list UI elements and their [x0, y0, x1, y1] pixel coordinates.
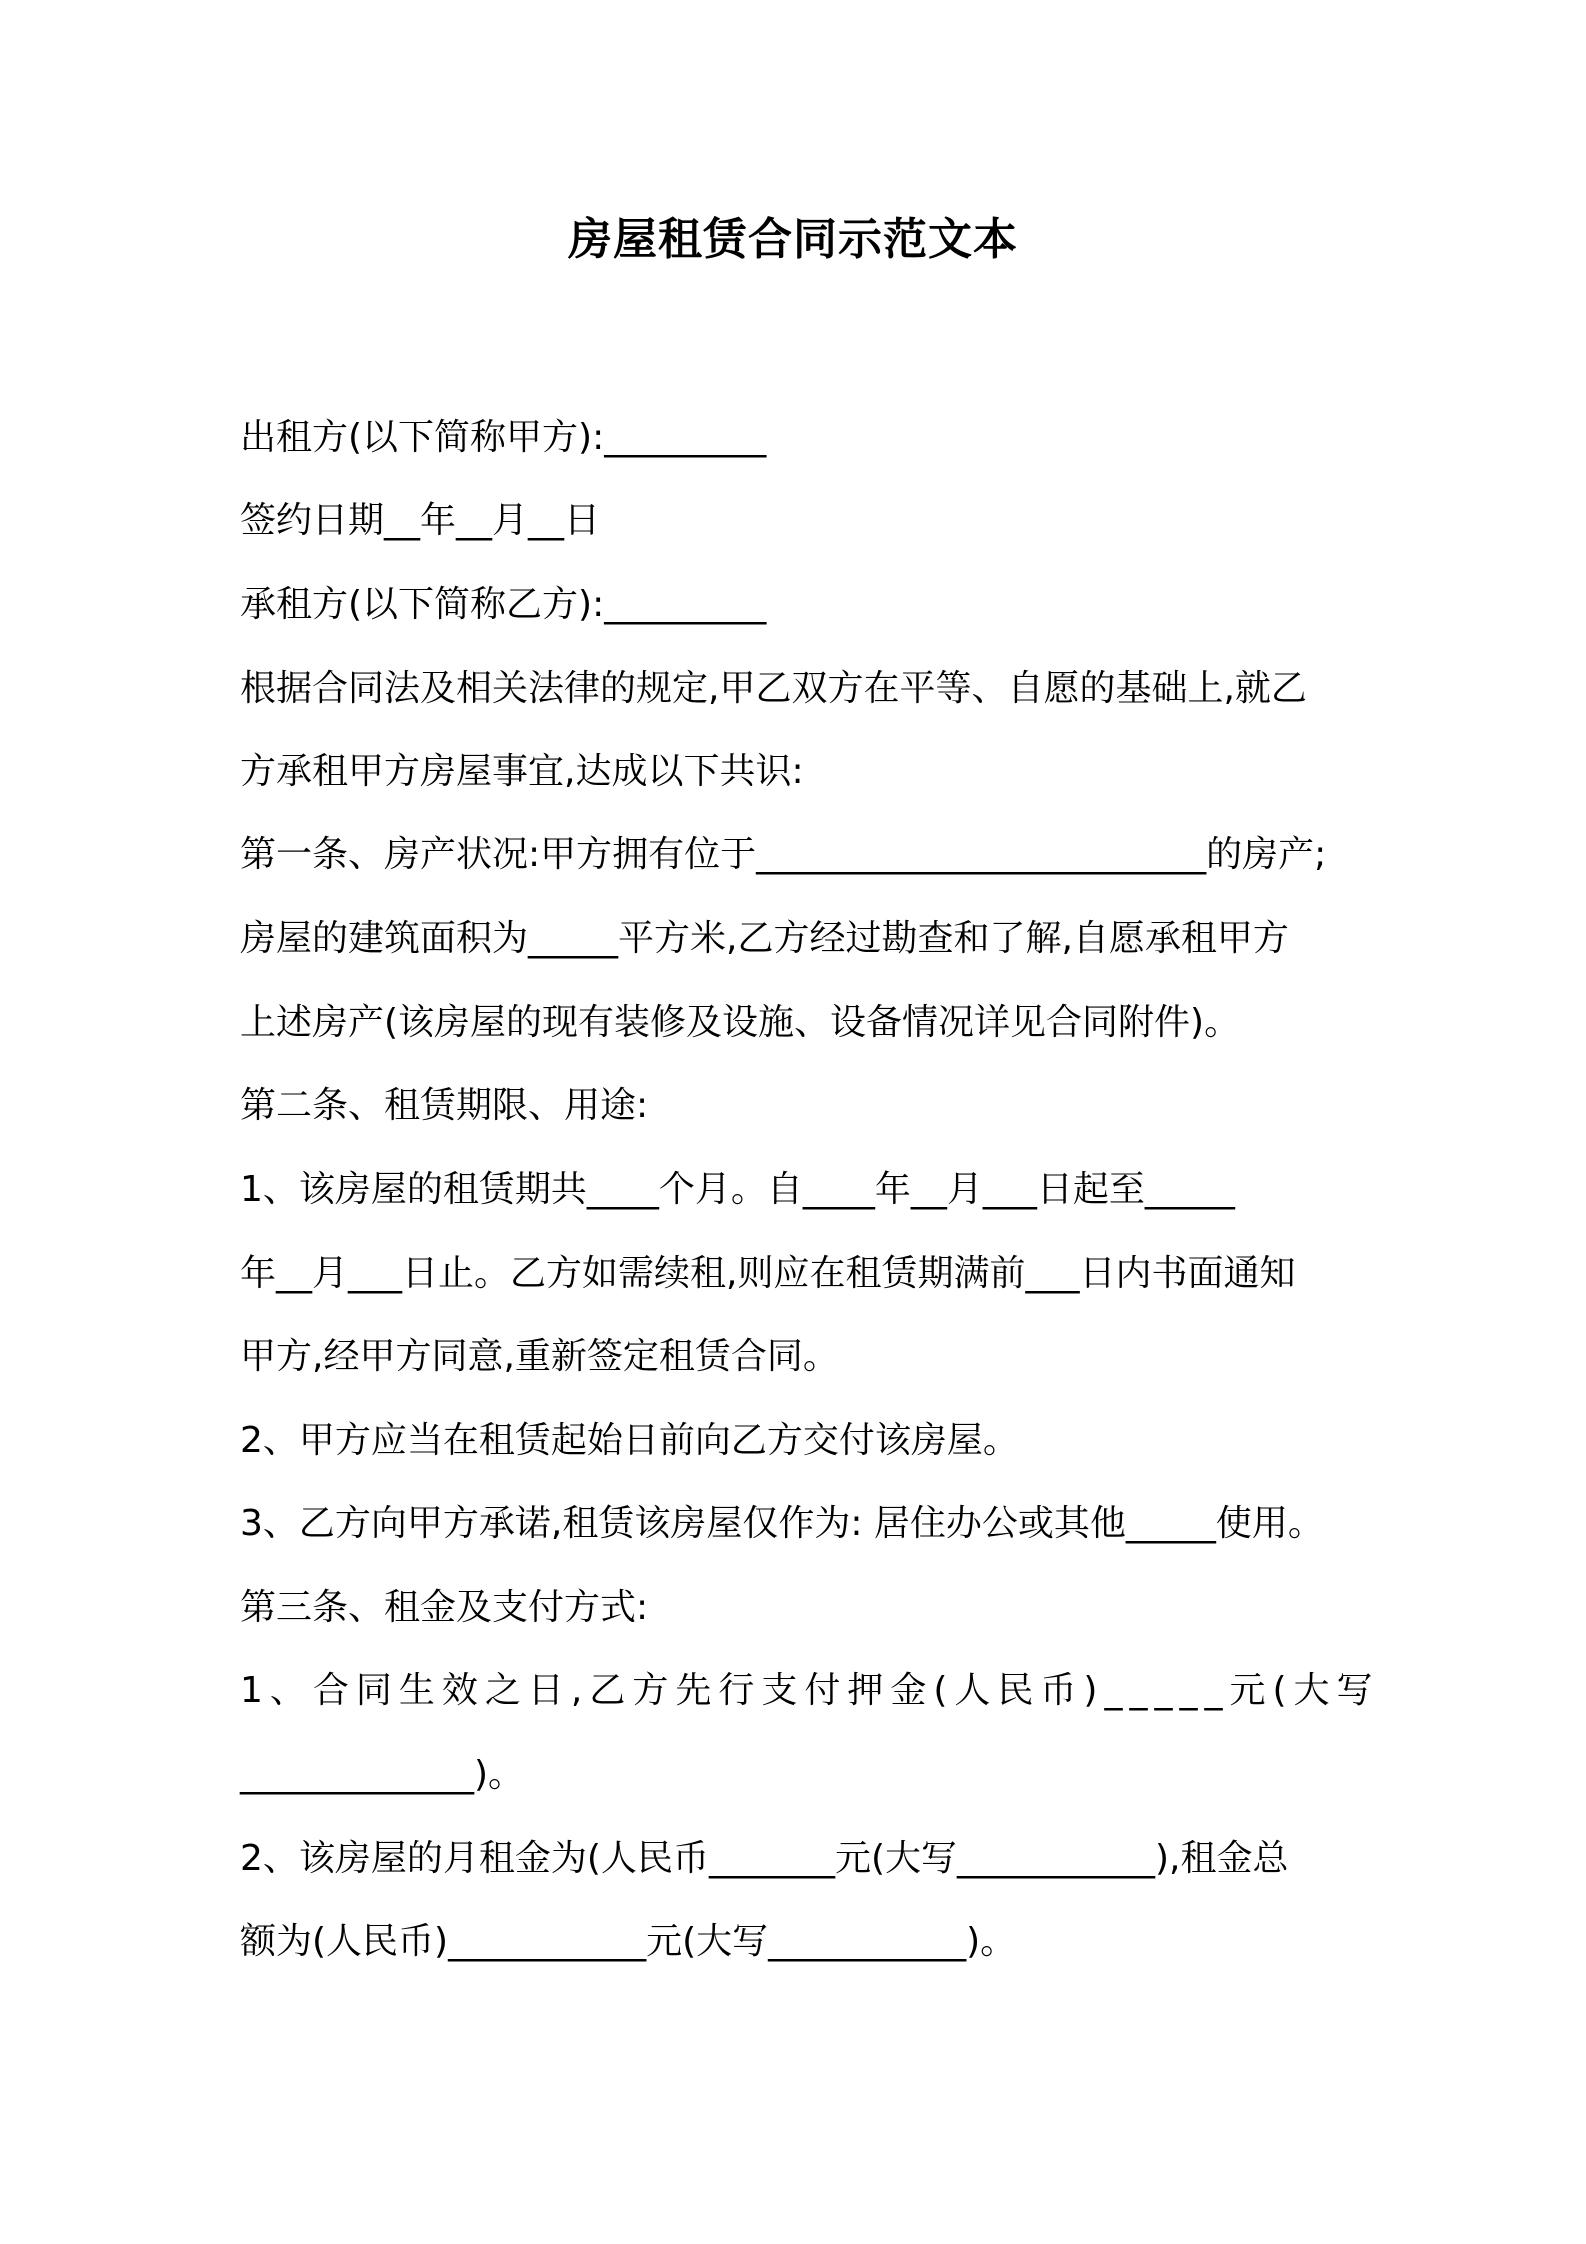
article-1-line-2: 房屋的建筑面积为_____平方米,乙方经过勘查和了解,自愿承租甲方	[240, 918, 1289, 959]
article-2-clause-2: 2、甲方应当在租赁起始日前向乙方交付该房屋。	[240, 1420, 1019, 1461]
party-a-line: 出租方(以下简称甲方):_________	[240, 417, 767, 458]
article-2-heading: 第二条、租赁期限、用途:	[240, 1085, 649, 1126]
document-title: 房屋租赁合同示范文本	[568, 214, 1018, 265]
signing-date-line: 签约日期__年__月__日	[240, 500, 601, 541]
article-2-clause-1-line-1: 1、该房屋的租赁期共____个月。自____年__月___日起至_____	[240, 1169, 1235, 1210]
preamble-line-2: 方承租甲方房屋事宜,达成以下共识:	[240, 751, 804, 792]
preamble-line-1: 根据合同法及相关法律的规定,甲乙双方在平等、自愿的基础上,就乙	[240, 668, 1307, 709]
article-2-clause-1-line-2: 年__月___日止。乙方如需续租,则应在租赁期满前___日内书面通知	[240, 1253, 1296, 1294]
article-3-clause-2-line-1: 2、该房屋的月租金为(人民币_______元(大写___________),租金总	[240, 1838, 1289, 1879]
article-3-heading: 第三条、租金及支付方式:	[240, 1587, 649, 1628]
party-b-line: 承租方(以下简称乙方):_________	[240, 584, 767, 625]
article-1-line-3: 上述房产(该房屋的现有装修及设施、设备情况详见合同附件)。	[240, 1002, 1241, 1043]
article-3-clause-1-line-1: 1、合同生效之日,乙方先行支付押金(人民币)_____元(大写	[240, 1670, 1380, 1711]
article-2-clause-3: 3、乙方向甲方承诺,租赁该房屋仅作为: 居住办公或其他_____使用。	[240, 1503, 1324, 1544]
article-3-clause-1-line-2: _____________)。	[240, 1754, 525, 1795]
article-3-clause-2-line-2: 额为(人民币)___________元(大写___________)。	[240, 1921, 1017, 1962]
article-2-clause-1-line-3: 甲方,经甲方同意,重新签定租赁合同。	[240, 1336, 839, 1377]
article-1-line-1: 第一条、房产状况:甲方拥有位于_________________________的房产;	[240, 834, 1327, 875]
